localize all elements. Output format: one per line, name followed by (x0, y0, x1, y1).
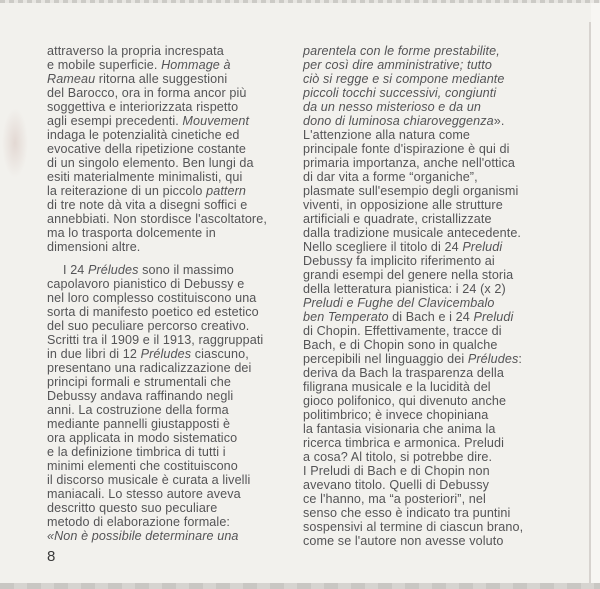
italic-text-segment: parentela con le forme prestabilite, (303, 44, 500, 58)
text-line (303, 156, 561, 170)
text-segment: dimensioni altre. (47, 240, 141, 254)
italic-text-segment: dono di luminosa chiaroveggenza (303, 114, 494, 128)
text-line (47, 170, 299, 184)
text-segment: ciascuno, (191, 347, 249, 361)
text-segment: presentano una radicalizzazione dei (47, 361, 252, 375)
text-line (303, 268, 561, 282)
text-column-right (303, 44, 561, 548)
text-line (303, 296, 561, 310)
text-line (303, 114, 561, 128)
text-segment: di tre note dà vita a disegni soffici e (47, 198, 248, 212)
text-line (47, 291, 299, 305)
text-segment: indaga le potenzialità cinetiche ed (47, 128, 240, 142)
text-line (303, 142, 561, 156)
text-segment: artificiali e quadrate, cristallizzate (303, 212, 492, 226)
text-line (47, 515, 299, 529)
text-line (303, 436, 561, 450)
text-line (303, 534, 561, 548)
text-segment: sono il massimo (138, 263, 234, 277)
text-line (47, 361, 299, 375)
text-line (47, 473, 299, 487)
text-line (47, 100, 299, 114)
text-segment: Scritti tra il 1909 e il 1913, raggruppati (47, 333, 264, 347)
text-line (303, 492, 561, 506)
text-line (47, 501, 299, 515)
text-line (47, 305, 299, 319)
text-line (47, 445, 299, 459)
text-line (47, 459, 299, 473)
text-line (303, 170, 561, 184)
text-line (303, 450, 561, 464)
text-segment: ce l'hanno, ma “a posteriori”, nel (303, 492, 486, 506)
scan-edge-right-margin (591, 0, 600, 589)
scan-edge-top (0, 0, 600, 3)
text-segment: la reiterazione di un piccolo (47, 184, 207, 198)
text-segment: nel loro complesso costituiscono una (47, 291, 257, 305)
text-line (47, 347, 299, 361)
text-line (303, 366, 561, 380)
scan-smudge (2, 108, 28, 178)
text-segment: del suo peculiare percorso creativo. (47, 319, 250, 333)
page-number: 8 (47, 548, 56, 565)
text-segment: sorta di manifesto poetico ed estetico (47, 305, 259, 319)
text-segment: ritorna alle suggestioni (95, 72, 228, 86)
text-line (303, 520, 561, 534)
text-segment: principi formali e strumentali che (47, 375, 231, 389)
text-segment: ma lo trasporta dolcemente in (47, 226, 216, 240)
text-segment: Nello scegliere il titolo di 24 (303, 240, 463, 254)
text-segment: come se l'autore non avesse voluto (303, 534, 504, 548)
text-segment: agli esempi precedenti. (47, 114, 183, 128)
text-line (303, 380, 561, 394)
text-segment: di Bach e i 24 (388, 310, 474, 324)
text-line (47, 403, 299, 417)
text-segment: Debussy andava raffinando negli (47, 389, 234, 403)
text-segment: annebbiati. Non stordisce l'ascoltatore, (47, 212, 267, 226)
text-segment: ricerca timbrica e armonica. Preludi (303, 436, 504, 450)
text-line (303, 198, 561, 212)
text-segment: sospensivi al termine di ciascun brano, (303, 520, 524, 534)
text-segment: gioco polifonico, qui divenuto anche (303, 394, 507, 408)
text-line (303, 254, 561, 268)
text-segment: grandi esempi del genere nella storia (303, 268, 514, 282)
text-line (47, 86, 299, 100)
italic-text-segment: Mouvement (182, 114, 250, 128)
italic-text-segment: pattern (206, 184, 247, 198)
text-segment: politimbrico; è invece chopiniana (303, 408, 489, 422)
text-segment: primaria importanza, anche nell'ottica (303, 156, 516, 170)
text-line (303, 240, 561, 254)
text-line (303, 282, 561, 296)
italic-text-segment: Preludi (473, 310, 514, 324)
italic-text-segment: Préludes (467, 352, 519, 366)
text-segment: di dar vita a forme “organiche”, (303, 170, 478, 184)
italic-text-segment: Préludes (140, 347, 192, 361)
text-segment: in due libri di 12 (47, 347, 141, 361)
text-line (47, 184, 299, 198)
text-segment: avevano titolo. Quelli di Debussy (303, 478, 490, 492)
italic-text-segment: ben Temperato (303, 310, 389, 324)
text-segment: ». (493, 114, 505, 128)
text-line (303, 422, 561, 436)
text-segment: di un singolo elemento. Ben lungi da (47, 156, 254, 170)
text-line (303, 58, 561, 72)
text-segment: la fantasia visionaria che anima la (303, 422, 496, 436)
italic-text-segment: ciò si regge e si compone mediante (303, 72, 505, 86)
italic-text-segment: Preludi (462, 240, 503, 254)
text-line (47, 277, 299, 291)
text-line (303, 44, 561, 58)
text-segment: soggettiva e interiorizzata rispetto (47, 100, 239, 114)
scan-page-fold-line (589, 22, 591, 589)
italic-text-segment: piccoli tocchi successivi, congiunti (303, 86, 497, 100)
text-line (47, 128, 299, 142)
text-line (47, 114, 299, 128)
italic-text-segment: Preludi e Fughe del Clavicembalo (303, 296, 495, 310)
text-line (303, 464, 561, 478)
text-segment: di Chopin. Effettivamente, tracce di (303, 324, 502, 338)
italic-text-segment: Préludes (88, 263, 139, 277)
text-segment: Debussy fa implicito riferimento ai (303, 254, 495, 268)
text-line (47, 319, 299, 333)
text-segment: mediante pannelli giustapposti è (47, 417, 231, 431)
text-segment: e la definizione timbrica di tutti i (47, 445, 226, 459)
text-segment: a cosa? Al titolo, si potrebbe dire. (303, 450, 493, 464)
text-line (303, 394, 561, 408)
text-line (303, 212, 561, 226)
text-line (303, 226, 561, 240)
text-segment: esiti materialmente minimalisti, qui (47, 170, 243, 184)
text-line (47, 58, 299, 72)
text-line (47, 226, 299, 240)
text-line (47, 487, 299, 501)
text-line (303, 128, 561, 142)
italic-text-segment: da un nesso misterioso e da un (303, 100, 482, 114)
text-segment: il discorso musicale è curata a livelli (47, 473, 251, 487)
text-segment: anni. La costruzione della forma (47, 403, 229, 417)
scan-edge-bottom (0, 583, 600, 589)
text-line (47, 72, 299, 86)
text-segment: : (518, 352, 522, 366)
text-line (303, 338, 561, 352)
text-segment: metodo di elaborazione formale: (47, 515, 231, 529)
text-line (47, 44, 299, 58)
text-line (47, 431, 299, 445)
text-segment: evocative della ripetizione costante (47, 142, 246, 156)
text-segment: minimi elementi che costituiscono (47, 459, 238, 473)
italic-text-segment: «Non è possibile determinare una (47, 529, 239, 543)
text-line (303, 408, 561, 422)
text-line (47, 529, 299, 543)
text-segment: dalla tradizione musicale antecedente. (303, 226, 522, 240)
italic-text-segment: Rameau (47, 72, 96, 86)
text-segment: percepibili nel linguaggio dei (303, 352, 468, 366)
text-line (47, 198, 299, 212)
text-segment: maniacali. Lo stesso autore aveva (47, 487, 241, 501)
text-segment: capolavoro pianistico di Debussy e (47, 277, 245, 291)
text-segment: I 24 (63, 263, 89, 277)
text-line (303, 86, 561, 100)
text-line (47, 263, 299, 277)
text-segment: principale fonte d'ispirazione è qui di (303, 142, 510, 156)
text-line (47, 142, 299, 156)
text-segment: del Barocco, ora in forma ancor più (47, 86, 247, 100)
text-line (47, 389, 299, 403)
text-segment: descritto questo suo peculiare (47, 501, 218, 515)
italic-text-segment: Hommage à (161, 58, 231, 72)
text-segment: ora applicata in modo sistematico (47, 431, 238, 445)
text-segment: Bach, e di Chopin sono in qualche (303, 338, 498, 352)
text-line (303, 72, 561, 86)
text-column-left (47, 44, 299, 543)
text-segment: I Preludi di Bach e di Chopin non (303, 464, 490, 478)
text-segment: della letteratura pianistica: i 24 (x 2) (303, 282, 506, 296)
text-segment: plasmate sull'esempio degli organismi (303, 184, 519, 198)
text-segment: viventi, in opposizione alle strutture (303, 198, 503, 212)
text-line (303, 478, 561, 492)
text-segment: attraverso la propria increspata (47, 44, 224, 58)
text-line (47, 417, 299, 431)
text-line (47, 240, 299, 254)
text-segment: deriva da Bach la trasparenza della (303, 366, 504, 380)
text-line (303, 100, 561, 114)
text-segment: e mobile superficie. (47, 58, 162, 72)
text-line (47, 333, 299, 347)
text-segment: filigrana musicale e la lucidità del (303, 380, 491, 394)
text-line (47, 375, 299, 389)
text-segment: L'attenzione alla natura come (303, 128, 471, 142)
text-line (303, 506, 561, 520)
text-line (303, 324, 561, 338)
text-line (303, 184, 561, 198)
text-line (303, 352, 561, 366)
text-line (47, 212, 299, 226)
italic-text-segment: per così dire amministrative; tutto (303, 58, 492, 72)
text-line (47, 156, 299, 170)
text-line (303, 310, 561, 324)
text-segment: senso che esso è indicato tra puntini (303, 506, 511, 520)
